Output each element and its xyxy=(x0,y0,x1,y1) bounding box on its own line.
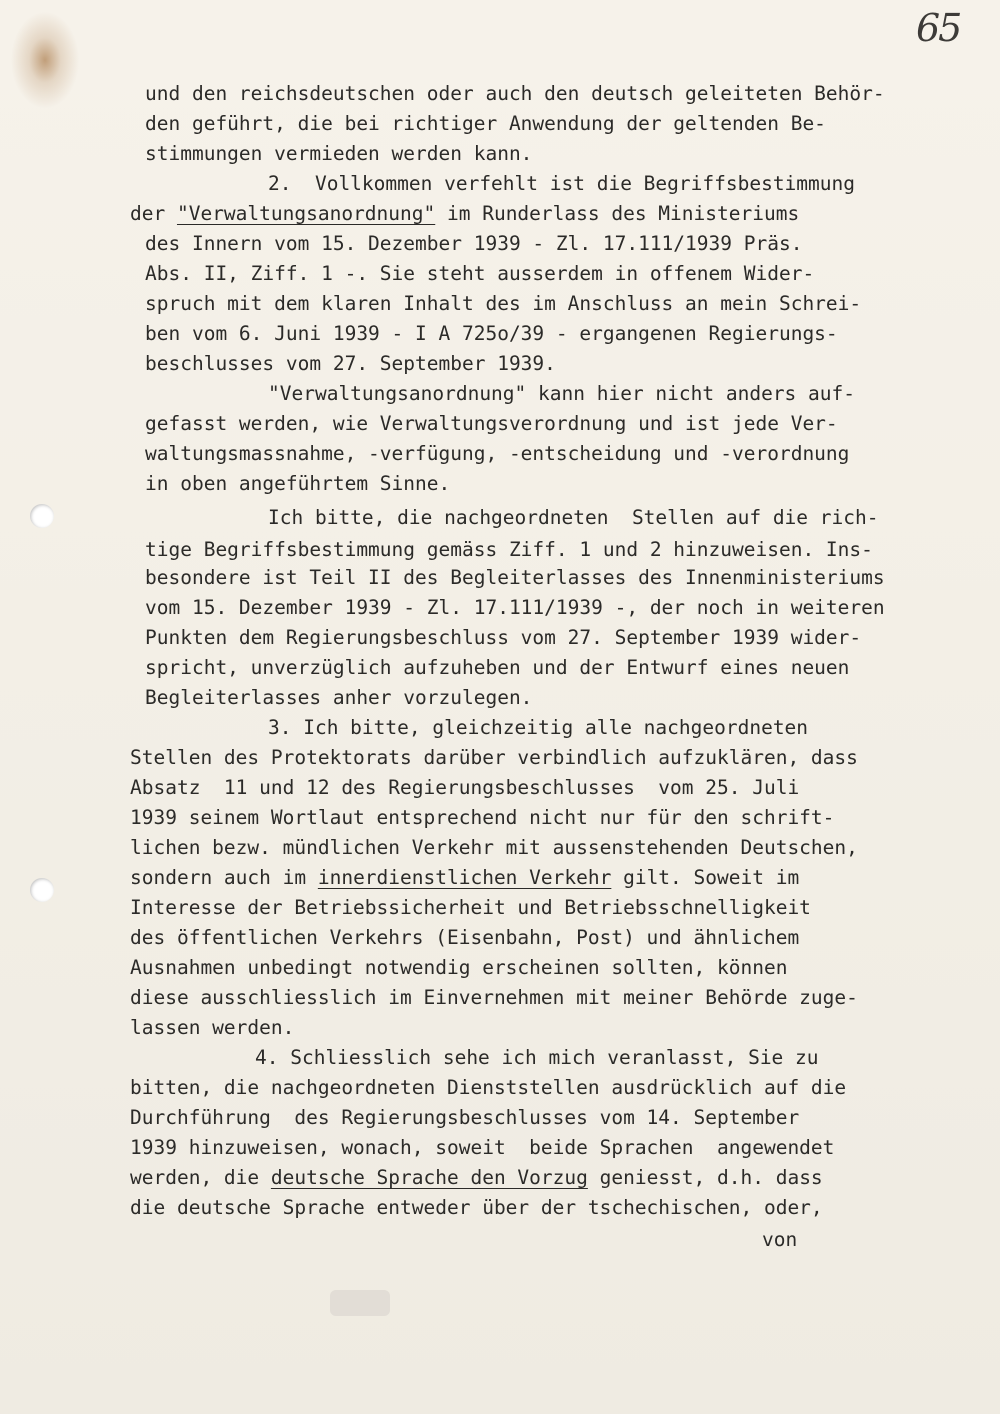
text-segment: bitten, die nachgeordneten Dienststellen ausdrücklich auf die xyxy=(130,1076,847,1099)
text-line xyxy=(145,112,826,136)
text-segment: Absatz 11 und 12 des Regierungsbeschlusses vom 25. Juli xyxy=(130,776,800,799)
text-line xyxy=(130,776,799,800)
text-line xyxy=(255,1046,819,1070)
text-line xyxy=(130,866,799,890)
text-segment: "Verwaltungsanordnung" kann hier nicht anders auf- xyxy=(268,382,855,405)
text-line xyxy=(130,1166,823,1190)
text-line xyxy=(130,1196,823,1220)
text-segment: Stellen des Protektorats darüber verbindlich aufzuklären, dass xyxy=(130,746,858,769)
text-line xyxy=(130,1016,294,1040)
text-line xyxy=(130,1106,799,1130)
text-segment: die deutsche Sprache entweder über der tschechischen, oder, xyxy=(130,1196,823,1219)
text-segment: stimmungen vermieden werden kann. xyxy=(145,142,533,165)
text-line xyxy=(145,322,838,346)
text-line xyxy=(268,716,808,740)
text-segment: gefasst werden, wie Verwaltungsverordnung und ist jede Ver- xyxy=(145,412,838,435)
text-line xyxy=(145,232,802,256)
text-line xyxy=(130,1136,834,1160)
text-segment: werden, die xyxy=(130,1166,271,1189)
text-segment: des Innern vom 15. Dezember 1939 - Zl. 17.111/1939 Präs. xyxy=(145,232,803,255)
text-segment: geniesst, d.h. dass xyxy=(587,1166,823,1189)
text-segment: Durchführung des Regierungsbeschlusses vom 14. September xyxy=(130,1106,800,1129)
text-line xyxy=(268,382,855,406)
text-segment: der xyxy=(130,202,177,225)
text-segment: besondere ist Teil II des Begleiterlasses des Innenministeriums xyxy=(145,566,885,589)
text-segment: tige Begriffsbestimmung gemäss Ziff. 1 und 2 hinzuweisen. Ins- xyxy=(145,538,873,561)
text-segment: gilt. Soweit im xyxy=(611,866,800,889)
text-segment: 4. Schliesslich sehe ich mich veranlasst, Sie zu xyxy=(255,1046,819,1069)
text-line xyxy=(268,172,855,196)
underlined-phrase: innerdienstlichen Verkehr xyxy=(317,866,612,889)
underlined-phrase: deutsche Sprache den Vorzug xyxy=(270,1166,588,1189)
text-line xyxy=(145,656,849,680)
text-line xyxy=(130,896,811,920)
text-segment: beschlusses vom 27. September 1939. xyxy=(145,352,556,375)
faint-stamp-mark xyxy=(330,1290,390,1316)
text-line xyxy=(145,596,885,620)
text-line xyxy=(130,202,799,226)
text-segment: spricht, unverzüglich aufzuheben und der Entwurf eines neuen xyxy=(145,656,850,679)
text-line xyxy=(145,566,885,590)
underlined-phrase: "Verwaltungsanordnung" xyxy=(176,202,436,225)
text-line xyxy=(130,956,787,980)
text-segment: Ausnahmen unbedingt notwendig erscheinen sollten, können xyxy=(130,956,788,979)
text-line xyxy=(130,986,858,1010)
text-segment: spruch mit dem klaren Inhalt des im Anschluss an mein Schrei- xyxy=(145,292,862,315)
text-line xyxy=(145,352,556,376)
text-line xyxy=(130,746,858,770)
text-line xyxy=(130,836,858,860)
text-line xyxy=(130,806,834,830)
text-line xyxy=(145,262,814,286)
text-segment: diese ausschliesslich im Einvernehmen mit meiner Behörde zuge- xyxy=(130,986,858,1009)
text-segment: den geführt, die bei richtiger Anwendung der geltenden Be- xyxy=(145,112,826,135)
handwritten-page-number: 65 xyxy=(916,6,961,50)
text-line xyxy=(145,142,532,166)
text-segment: Ich bitte, die nachgeordneten Stellen auf die rich- xyxy=(268,506,879,529)
text-line xyxy=(130,1076,846,1100)
text-segment: lichen bezw. mündlichen Verkehr mit aussenstehenden Deutschen, xyxy=(130,836,858,859)
text-segment: waltungsmassnahme, -verfügung, -entscheidung und -verordnung xyxy=(145,442,850,465)
punch-hole xyxy=(30,878,54,902)
text-line xyxy=(145,538,873,562)
text-line xyxy=(145,442,849,466)
text-segment: des öffentlichen Verkehrs (Eisenbahn, Post) und ähnlichem xyxy=(130,926,800,949)
text-line xyxy=(145,472,450,496)
text-segment: 3. Ich bitte, gleichzeitig alle nachgeordneten xyxy=(268,716,809,739)
text-segment: Interesse der Betriebssicherheit und Betriebsschnelligkeit xyxy=(130,896,811,919)
text-segment: 2. Vollkommen verfehlt ist die Begriffsbestimmung xyxy=(268,172,855,195)
text-line xyxy=(268,506,878,530)
text-line xyxy=(145,412,838,436)
text-segment: im Runderlass des Ministeriums xyxy=(435,202,800,225)
text-line xyxy=(130,926,799,950)
text-segment: lassen werden. xyxy=(130,1016,295,1039)
text-line xyxy=(145,626,861,650)
text-segment: vom 15. Dezember 1939 - Zl. 17.111/1939 -, der noch in weiteren xyxy=(145,596,885,619)
text-segment: Punkten dem Regierungsbeschluss vom 27. September 1939 wider- xyxy=(145,626,862,649)
text-line xyxy=(145,82,885,106)
text-segment: 1939 seinem Wortlaut entsprechend nicht nur für den schrift- xyxy=(130,806,835,829)
text-segment: 1939 hinzuweisen, wonach, soweit beide Sprachen angewendet xyxy=(130,1136,835,1159)
text-line xyxy=(145,292,861,316)
punch-hole xyxy=(30,504,54,528)
text-segment: und den reichsdeutschen oder auch den deutsch geleiteten Behör- xyxy=(145,82,885,105)
text-segment: ben vom 6. Juni 1939 - I A 725o/39 - ergangenen Regierungs- xyxy=(145,322,838,345)
text-segment: in oben angeführtem Sinne. xyxy=(145,472,451,495)
text-line xyxy=(145,686,532,710)
text-segment: sondern auch im xyxy=(130,866,318,889)
text-segment: Abs. II, Ziff. 1 -. Sie steht ausserdem in offenem Wider- xyxy=(145,262,815,285)
catchword: von xyxy=(762,1228,798,1251)
text-segment: Begleiterlasses anher vorzulegen. xyxy=(145,686,533,709)
